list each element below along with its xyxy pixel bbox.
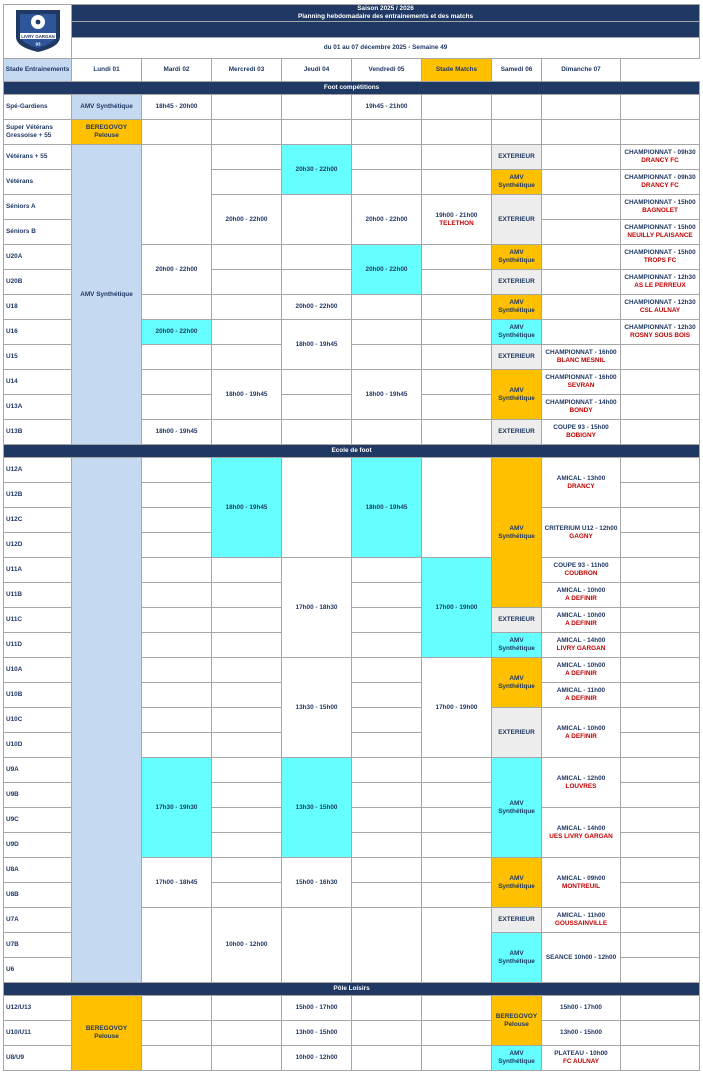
team-label: Vétérans [4,170,72,195]
empty-cell [621,658,700,683]
session-cell: 13h00 - 15h00 [282,1021,352,1046]
empty-cell [142,145,212,245]
match-cell: CHAMPIONNAT - 12h30 CSL AULNAY [621,295,700,320]
empty-cell [352,683,422,708]
empty-cell [352,733,422,758]
team-label: U11C [4,608,72,633]
empty-cell [422,1021,492,1046]
empty-cell [352,608,422,633]
match-venue-cell: AMV Synthétique [492,245,542,270]
col-stade-matchs: Stade Matchs [422,59,492,82]
match-cell: CHAMPIONNAT - 15h00 TROPS FC [621,245,700,270]
col-vendredi: Vendredi 05 [352,59,422,82]
empty-cell [422,996,492,1021]
empty-cell [142,558,212,583]
empty-cell [212,120,282,145]
empty-cell [621,370,700,395]
empty-cell [212,558,282,583]
team-label: U9D [4,833,72,858]
team-label: U9C [4,808,72,833]
match-venue-cell: AMV Synthétique [492,320,542,345]
empty-cell [422,245,492,270]
match-cell: COUPE 93 - 11h00 COUBRON [542,558,621,583]
match-cell: AMICAL - 14h00 LIVRY GARGAN [542,633,621,658]
match-venue-cell: AMV Synthétique [492,1046,542,1071]
empty-cell [422,170,492,195]
match-venue-cell: EXTERIEUR [492,420,542,445]
venue-cell: AMV Synthétique [72,145,142,445]
match-cell: COUPE 93 - 15h00 BOBIGNY [542,420,621,445]
empty-cell [142,908,212,983]
empty-cell [142,458,212,483]
session-cell: 15h00 - 16h30 [282,858,352,908]
team-label: U8B [4,883,72,908]
team-label: Super Vétérans Gressoise + 55 [4,120,72,145]
empty-cell [142,533,212,558]
empty-cell [282,370,352,395]
empty-cell [422,145,492,170]
empty-cell [621,608,700,633]
empty-cell [352,120,422,145]
team-label: U10/U11 [4,1021,72,1046]
session-cell: 20h00 - 22h00 [142,320,212,345]
empty-cell [212,145,282,170]
empty-cell [621,783,700,808]
match-cell: AMICAL - 09h00 MONTREUIL [542,858,621,908]
empty-cell [422,808,492,833]
match-venue-cell: EXTERIEUR [492,195,542,245]
empty-cell [542,95,621,120]
empty-cell [422,295,492,320]
empty-cell [621,708,700,733]
venue-cell: BEREGOVOY Pelouse [72,120,142,145]
team-label: U12C [4,508,72,533]
team-label: U16 [4,320,72,345]
empty-cell [422,345,492,370]
empty-cell [142,633,212,658]
session-cell: 10h00 - 12h00 [282,1046,352,1071]
empty-cell [422,120,492,145]
empty-cell [621,420,700,445]
col-jeudi: Jeudi 04 [282,59,352,82]
empty-cell [492,95,542,120]
empty-cell [352,908,422,983]
empty-cell [621,395,700,420]
empty-cell [621,120,700,145]
empty-cell [212,1021,282,1046]
empty-cell [621,683,700,708]
empty-cell [621,583,700,608]
col-samedi: Samedi 06 [492,59,542,82]
empty-cell [212,833,282,858]
empty-cell [282,245,352,270]
empty-cell [422,395,492,420]
empty-cell [422,458,492,558]
empty-cell [212,420,282,445]
session-cell: 18h00 - 19h45 [282,320,352,370]
empty-cell [142,395,212,420]
empty-cell [212,270,282,295]
empty-cell [542,320,621,345]
session-cell: 17h00 - 18h30 [282,558,352,658]
team-label: U11B [4,583,72,608]
match-venue-cell: EXTERIEUR [492,145,542,170]
venue-cell: BEREGOVOY Pelouse [72,996,142,1071]
team-label: Vétérans + 55 [4,145,72,170]
empty-cell [621,808,700,833]
empty-cell [352,996,422,1021]
match-venue-cell: AMV Synthétique [492,170,542,195]
match-cell: CHAMPIONNAT - 15h00 NEUILLY PLAISANCE [621,220,700,245]
empty-cell [212,733,282,758]
empty-cell [352,295,422,320]
match-venue-cell: AMV Synthétique [492,295,542,320]
match-venue-cell: EXTERIEUR [492,345,542,370]
empty-cell [422,908,492,983]
empty-cell [352,1046,422,1071]
match-cell: CHAMPIONNAT - 12h30 AS LE PERREUX [621,270,700,295]
team-label: U8/U9 [4,1046,72,1071]
empty-cell [212,1046,282,1071]
section-foot-competitions: Foot compétitions [4,82,700,95]
team-label: U11D [4,633,72,658]
empty-cell [621,95,700,120]
team-label: U10B [4,683,72,708]
empty-cell [72,22,700,38]
match-venue-cell: EXTERIEUR [492,270,542,295]
empty-cell [212,608,282,633]
week-period: du 01 au 07 décembre 2025 - Semaine 49 [72,38,700,59]
team-label: U10D [4,733,72,758]
col-lundi: Lundi 01 [72,59,142,82]
team-label: U20A [4,245,72,270]
empty-cell [212,633,282,658]
empty-cell [212,858,282,883]
match-venue-cell: AMV Synthétique [492,458,542,608]
empty-cell [142,345,212,370]
svg-text:LIVRY GARGAN: LIVRY GARGAN [20,33,55,39]
team-label: U12/U13 [4,996,72,1021]
empty-cell [621,958,700,983]
section-ecole-de-foot: Ecole de foot [4,445,700,458]
team-label: U11A [4,558,72,583]
empty-cell [212,883,282,908]
empty-cell [352,883,422,908]
session-cell: 20h00 - 22h00 [282,295,352,320]
session-cell: 17h00 - 19h00 [422,558,492,658]
empty-cell [212,95,282,120]
empty-cell [282,395,352,420]
col-stade-entrainements: Stade Entrainements [4,59,72,82]
svg-text:93: 93 [34,41,41,47]
match-cell: AMICAL - 14h00 UES LIVRY GARGAN [542,808,621,858]
session-cell: 20h30 - 22h00 [282,145,352,195]
team-label: U9B [4,783,72,808]
team-label: U14 [4,370,72,395]
match-venue-cell: BEREGOVOY Pelouse [492,996,542,1046]
empty-cell [142,508,212,533]
col-mercredi: Mercredi 03 [212,59,282,82]
col-dimanche: Dimanche 07 [542,59,621,82]
empty-cell [621,533,700,558]
match-venue-cell: EXTERIEUR [492,608,542,633]
club-logo [4,5,72,59]
session-cell: 13h30 - 15h00 [282,758,352,858]
session-cell: 20h00 - 22h00 [352,245,422,295]
empty-cell [352,633,422,658]
empty-cell [142,370,212,395]
session-cell: 18h00 - 19h45 [142,420,212,445]
session-cell: 19h45 - 21h00 [352,95,422,120]
empty-cell [352,808,422,833]
empty-cell [422,883,492,908]
session-cell: 15h00 - 17h00 [282,996,352,1021]
match-cell: CHAMPIONNAT - 09h30 DRANCY FC [621,170,700,195]
empty-cell [212,170,282,195]
session-cell: 17h30 - 19h30 [142,758,212,858]
session-cell: 18h00 - 19h45 [212,370,282,420]
empty-cell [142,583,212,608]
match-cell: CHAMPIONNAT - 12h30 ROSNY SOUS BOIS [621,320,700,345]
empty-cell [352,708,422,733]
team-label: Spé-Gardiens [4,95,72,120]
team-label: U18 [4,295,72,320]
empty-cell [621,733,700,758]
team-label: U12A [4,458,72,483]
empty-cell [422,420,492,445]
empty-cell [352,320,422,345]
team-label: U10C [4,708,72,733]
section-pole-loisirs: Pôle Loisirs [4,983,700,996]
team-label: U12D [4,533,72,558]
club-crest-icon [12,7,64,53]
empty-cell [422,858,492,883]
empty-cell [212,658,282,683]
match-venue-cell: AMV Synthétique [492,933,542,983]
session-cell: 17h00 - 19h00 [422,658,492,758]
empty-cell [621,996,700,1021]
match-cell: PLATEAU - 10h00 FC AULNAY [542,1046,621,1071]
empty-cell [542,270,621,295]
match-venue-cell: AMV Synthétique [492,658,542,708]
match-cell: CHAMPIONNAT - 16h00 BLANC MESNIL [542,345,621,370]
empty-cell [542,120,621,145]
empty-cell [212,320,282,345]
empty-cell [621,508,700,533]
team-label: U13B [4,420,72,445]
empty-cell [422,1046,492,1071]
team-label: Séniors A [4,195,72,220]
team-label: U7A [4,908,72,933]
session-cell: 15h00 - 17h00 [542,996,621,1021]
session-cell: 18h00 - 19h45 [352,458,422,558]
session-cell: 18h00 - 19h45 [352,370,422,420]
match-cell: AMICAL - 11h00 GOUSSAINVILLE [542,908,621,933]
session-cell: 10h00 - 12h00 [212,908,282,983]
team-label: U10A [4,658,72,683]
empty-cell [542,220,621,245]
col-mardi: Mardi 02 [142,59,212,82]
empty-cell [212,758,282,783]
match-cell: AMICAL - 10h00 A DEFINIR [542,658,621,683]
match-cell: AMICAL - 10h00 A DEFINIR [542,708,621,758]
empty-cell [492,120,542,145]
empty-cell [542,170,621,195]
empty-cell [142,483,212,508]
empty-cell [212,245,282,270]
empty-cell [352,145,422,170]
empty-cell [422,95,492,120]
empty-cell [352,833,422,858]
team-label: U9A [4,758,72,783]
match-cell: CHAMPIONNAT - 16h00 SEVRAN [542,370,621,395]
empty-cell [142,1046,212,1071]
empty-cell [212,996,282,1021]
empty-cell [212,708,282,733]
empty-cell [422,758,492,783]
empty-cell [621,1021,700,1046]
empty-cell [621,483,700,508]
empty-cell [621,633,700,658]
empty-cell [542,295,621,320]
empty-cell [422,370,492,395]
empty-cell [282,458,352,558]
empty-cell [282,195,352,245]
empty-cell [352,558,422,583]
venue-cell: AMV Synthétique [72,95,142,120]
match-venue-cell: EXTERIEUR [492,708,542,758]
empty-cell [352,170,422,195]
match-venue-cell: AMV Synthétique [492,758,542,858]
match-cell: SEANCE 10h00 - 12h00 [542,933,621,983]
planning-table [3,4,700,1071]
match-cell: AMICAL - 10h00 A DEFINIR [542,608,621,633]
match-venue-cell: EXTERIEUR [492,908,542,933]
empty-cell [212,345,282,370]
empty-cell [142,996,212,1021]
empty-cell [621,908,700,933]
match-cell: AMICAL - 11h00 A DEFINIR [542,683,621,708]
empty-cell [621,345,700,370]
session-cell: 20h00 - 22h00 [212,195,282,245]
match-cell: CHAMPIONNAT - 15h00 BAGNOLET [621,195,700,220]
empty-cell [352,858,422,883]
empty-cell [282,270,352,295]
team-label: U13A [4,395,72,420]
season-title: Saison 2025 / 2026 Planning hebdomadaire des entrainements et des matchs [72,5,700,22]
empty-cell [212,295,282,320]
session-cell: 20h00 - 22h00 [142,245,212,295]
match-cell: CRITERIUM U12 - 12h00 GAGNY [542,508,621,558]
empty-cell [282,95,352,120]
empty-cell [142,120,212,145]
team-label: U15 [4,345,72,370]
session-cell: 20h00 - 22h00 [352,195,422,245]
match-venue-cell: AMV Synthétique [492,858,542,908]
match-cell: CHAMPIONNAT - 09h30 DRANCY FC [621,145,700,170]
empty-cell [212,683,282,708]
empty-cell [282,420,352,445]
match-venue-cell: AMV Synthétique [492,370,542,420]
empty-cell [352,420,422,445]
empty-cell [352,345,422,370]
empty-cell [72,458,142,983]
empty-cell [142,708,212,733]
team-label: U7B [4,933,72,958]
empty-cell [352,758,422,783]
empty-cell [542,145,621,170]
session-cell: 13h00 - 15h00 [542,1021,621,1046]
empty-cell [352,583,422,608]
empty-cell [142,608,212,633]
match-cell: CHAMPIONNAT - 14h00 BONDY [542,395,621,420]
session-cell: 18h00 - 19h45 [212,458,282,558]
empty-cell [352,783,422,808]
team-label: U8A [4,858,72,883]
match-cell: AMICAL - 10h00 A DEFINIR [542,583,621,608]
empty-cell [621,558,700,583]
empty-cell [621,833,700,858]
empty-cell [621,858,700,883]
empty-cell [142,683,212,708]
empty-cell [282,120,352,145]
empty-cell [542,245,621,270]
team-label: U6 [4,958,72,983]
empty-cell [282,908,352,983]
empty-cell [212,583,282,608]
session-cell: 13h30 - 15h00 [282,658,352,758]
empty-cell [142,733,212,758]
team-label: U12B [4,483,72,508]
session-cell: 17h00 - 18h45 [142,858,212,908]
empty-cell [422,783,492,808]
session-cell: 18h45 - 20h00 [142,95,212,120]
empty-cell [422,833,492,858]
match-cell: AMICAL - 13h00 DRANCY [542,458,621,508]
empty-cell [621,1046,700,1071]
empty-cell [142,1021,212,1046]
team-label: U20B [4,270,72,295]
empty-cell [422,320,492,345]
empty-cell [621,758,700,783]
empty-cell [212,783,282,808]
empty-cell [212,808,282,833]
empty-cell [422,270,492,295]
session-cell: 19h00 - 21h00 TELETHON [422,195,492,245]
empty-cell [542,195,621,220]
empty-cell [621,458,700,483]
empty-cell [352,1021,422,1046]
empty-cell [621,933,700,958]
empty-cell [142,658,212,683]
match-cell: AMICAL - 12h00 LOUVRES [542,758,621,808]
empty-cell [142,295,212,320]
match-venue-cell: AMV Synthétique [492,633,542,658]
team-label: Séniors B [4,220,72,245]
empty-cell [621,883,700,908]
empty-cell [352,658,422,683]
